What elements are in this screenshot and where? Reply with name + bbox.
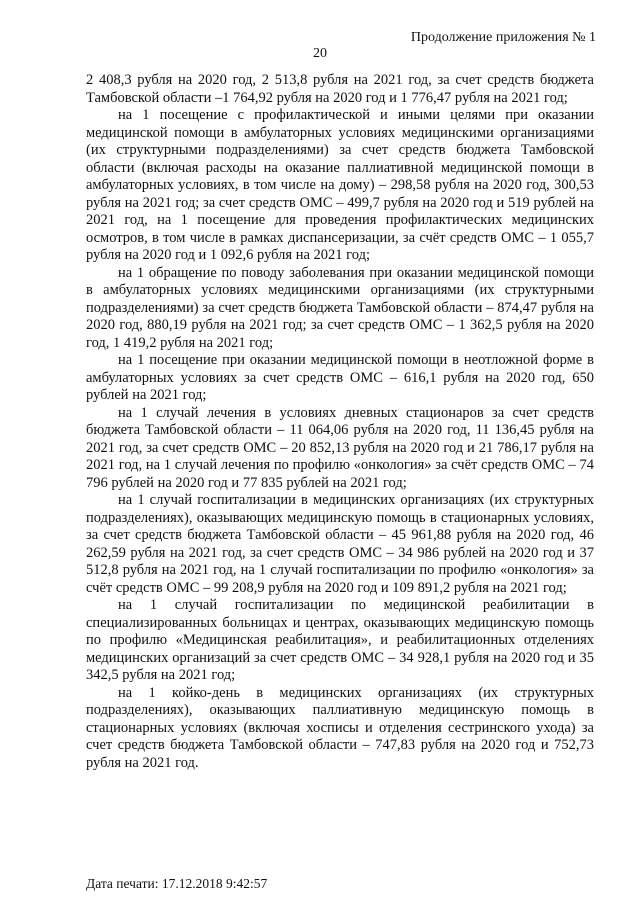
paragraph: 2 408,3 рубля на 2020 год, 2 513,8 рубля на 2021 год, за счет средств бюджета Тамбовской области –1 764,92 рубля на 2020 год и 1 776,47 рубля на 2021 год;: [86, 72, 594, 106]
paragraph: на 1 случай лечения в условиях дневных стационаров за счет средств бюджета Тамбовской области – 11 064,06 рубля на 2020 год, 11 136,45 рубля на 2021 год, за счет средств ОМС – 20 852,13 рубля на 2020 год и 21 786,17 рубля на 2021 год, на 1 случай лечения по профилю «онкология» за счёт средств ОМС – 74 796 рублей на 2020 год и 77 835 рублей на 2021 год;: [86, 404, 594, 491]
continuation-note: Продолжение приложения № 1: [410, 30, 596, 45]
page-number: 20: [313, 46, 327, 61]
paragraph: на 1 посещение при оказании медицинской помощи в неотложной форме в амбулаторных условиях за счет средств ОМС – 616,1 рубля на 2020 год, 650 рублей на 2021 год;: [86, 352, 594, 403]
paragraph: на 1 случай госпитализации по медицинской реабилитации в специализированных больницах и центрах, оказывающих медицинскую помощь по профилю «Медицинская реабилитация», и реабилитационных отделениях медицинских организаций за счет средств ОМС – 34 928,1 рубля на 2020 год и 35 342,5 рубля на 2021 год;: [86, 597, 594, 683]
paragraph: на 1 обращение по поводу заболевания при оказании медицинской помощи в амбулаторных условиях медицинскими организациями (их структурными подразделениями) за счет средств бюджета Тамбовской области – 874,47 рубля на 2020 год, 880,19 рубля на 2021 год; за счет средств ОМС – 1 362,5 рубля на 2020 год, 1 419,2 рубля на 2021 год;: [86, 264, 594, 351]
print-date: Дата печати: 17.12.2018 9:42:57: [86, 876, 268, 891]
paragraph: на 1 койко-день в медицинских организациях (их структурных подразделениях), оказывающих паллиативную медицинскую помощь в стационарных условиях (включая хосписы и отделения сестринского ухода) за счет средств бюджета Тамбовской области – 747,83 рубля на 2020 год и 752,73 рубля на 2021 год.: [86, 684, 594, 771]
document-body: [86, 72, 594, 772]
paragraph: на 1 случай госпитализации в медицинских организациях (их структурных подразделениях), оказывающих медицинскую помощь в стационарных условиях, за счет средств бюджета Тамбовской области – 45 961,88 рубля на 2020 год, 46 262,59 рубля на 2021 год, за счет средств ОМС – 34 986 рублей на 2020 год и 37 512,8 рубля на 2021 год, на 1 случай госпитализации по профилю «онкология» за счёт средств ОМС – 99 208,9 рубля на 2020 год и 109 891,2 рубля на 2021 год;: [86, 492, 594, 596]
paragraph: на 1 посещение с профилактической и иными целями при оказании медицинской помощи в амбулаторных условиях медицинскими организациями (их структурными подразделениями) за счет средств бюджета Тамбовской области (включая расходы на оказание паллиативной медицинской помощи в амбулаторных условиях, в том числе на дому) – 298,58 рубля на 2020 год, 300,53 рубля на 2021 год; за счет средств ОМС – 499,7 рубля на 2020 год и 519 рублей на 2021 год, на 1 посещение для проведения профилактических медицинских осмотров, в том числе в рамках диспансеризации, за счёт средств ОМС – 1 055,7 рубля на 2020 год и 1 092,6 рубля на 2021 год;: [86, 107, 594, 263]
